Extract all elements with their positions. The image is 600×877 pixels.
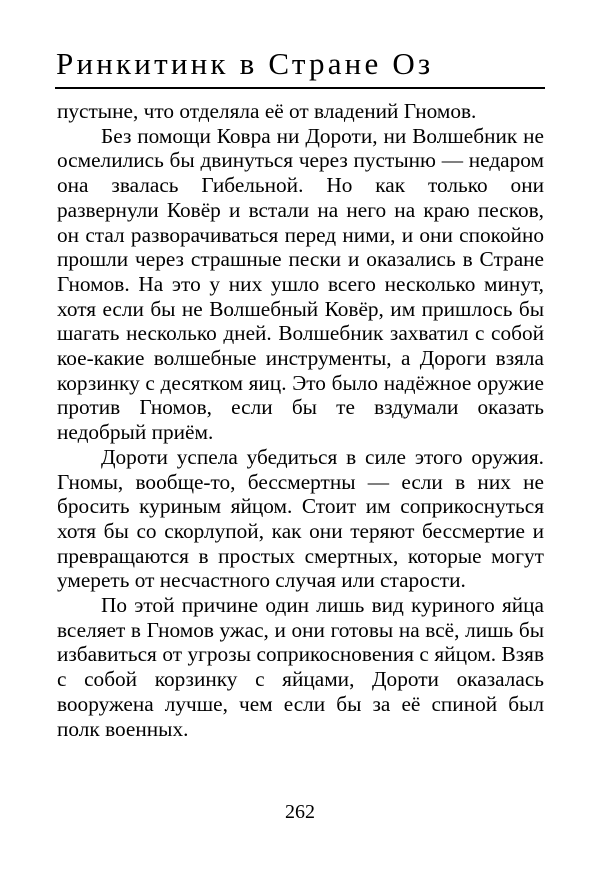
running-header-title: Ринкитинк в Стране Оз <box>56 46 434 81</box>
page-body-text <box>57 99 544 741</box>
header-rule <box>55 87 545 89</box>
paragraph-carpet-journey: Без помощи Ковра ни Дороти, ни Волшебник не осмелились бы двинуться через пустыню — недаром она звалась Гибельной. Но как только они развернули Ковёр и встали на него на краю песков, он стал разворачиваться перед ними, и они спокойно прошли через страшные пески и оказались в Стране Гномов. На это у них ушло всего несколько минут, хотя если бы не Волшебный Ковёр, им пришлось бы шагать несколько дней. Волшебник захватил с собой кое-какие волшебные инструменты, а Дороги взяла корзинку с десятком яиц. Это было надёжное оружие против Гномов, если бы те вздумали оказать недобрый приём. <box>57 123 544 445</box>
page-number: 262 <box>285 801 315 823</box>
paragraph-gnome-fear: По этой причине один лишь вид куриного яйца вселяет в Гномов ужас, и они готовы на всё, лишь бы избавиться от угрозы соприкосновения с яйцом. Взяв с собой корзинку с яйцами, Дороти оказалась вооружена лучше, чем если бы за её спиной был полк военных. <box>57 593 544 741</box>
paragraph-continuation: пустыне, что отделяла её от владений Гномов. <box>57 99 477 123</box>
paragraph-egg-weapon: Дороти успела убедиться в силе этого оружия. Гномы, вообще-то, бессмертны — если в них не бросить куриным яйцом. Стоит им соприкоснуться хотя бы со скорлупой, как они теряют бессмертие и превращаются в простых смертных, которые могут умереть от несчастного случая или старости. <box>57 444 544 593</box>
